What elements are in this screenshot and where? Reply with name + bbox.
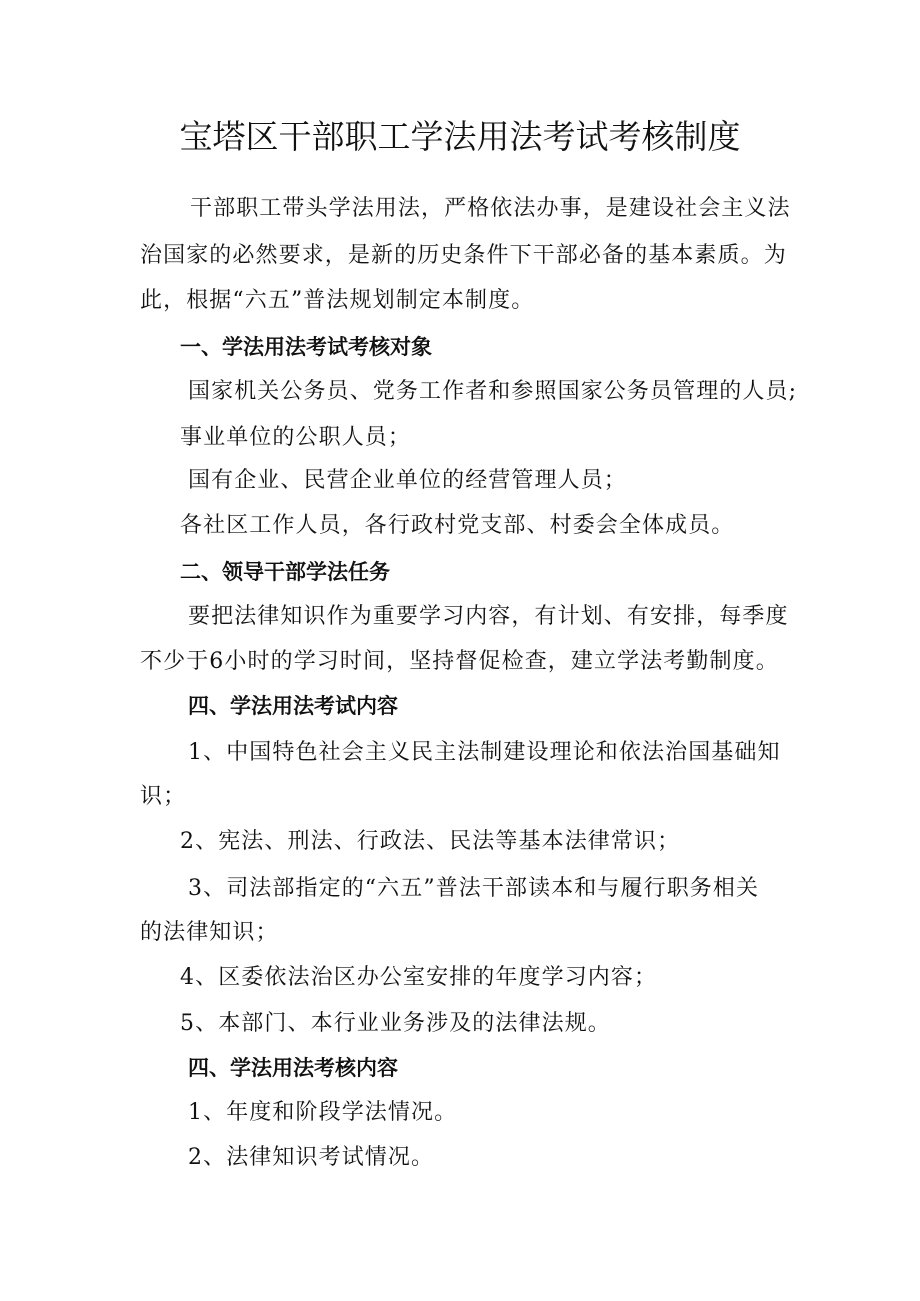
section-4-heading: 四、学法用法考核内容 [188,1056,398,1080]
section-3-item-3a: 3、司法部指定的“六五”普法干部读本和与履行职务相关 [188,876,760,901]
section-3-item-3b: 的法律知识； [140,920,279,945]
section-2-heading: 二、领导干部学法任务 [180,560,390,584]
section-2-text-2: 不少于6小时的学习时间，坚持督促检查，建立学法考勤制度。 [140,649,779,674]
section-1-heading: 一、学法用法考试考核对象 [180,335,432,359]
section-3-item-1a: 1、中国特色社会主义民主法制建设理论和依法治国基础知 [188,740,781,765]
document-title: 宝塔区干部职工学法用法考试考核制度 [179,117,741,156]
intro-line-1: 干部职工带头学法用法，严格依法办事，是建设社会主义法 [190,196,791,221]
intro-line-3: 此，根据“六五”普法规划制定本制度。 [140,288,535,313]
section-3-item-4: 4、区委依法治区办公室安排的年度学习内容； [180,965,658,990]
section-1-item-3: 国有企业、民营企业单位的经营管理人员； [188,468,627,493]
section-1-item-2: 事业单位的公职人员； [180,425,412,450]
section-3-item-1b: 识； [140,784,187,809]
section-4-item-2: 2、法律知识考试情况。 [188,1145,435,1170]
section-4-item-1: 1、年度和阶段学法情况。 [188,1100,458,1125]
section-1-item-1: 国家机关公务员、党务工作者和参照国家公务员管理的人员; [188,379,798,404]
section-3-heading: 四、学法用法考试内容 [188,694,398,718]
section-2-text-1: 要把法律知识作为重要学习内容，有计划、有安排，每季度 [188,604,789,629]
section-3-item-2: 2、宪法、刑法、行政法、民法等基本法律常识； [180,829,681,854]
intro-line-2: 治国家的必然要求，是新的历史条件下干部必备的基本素质。为 [140,243,787,268]
section-3-item-5: 5、本部门、本行业业务涉及的法律法规。 [180,1011,611,1036]
section-1-item-4: 各社区工作人员，各行政村党支部、村委会全体成员。 [180,513,735,538]
